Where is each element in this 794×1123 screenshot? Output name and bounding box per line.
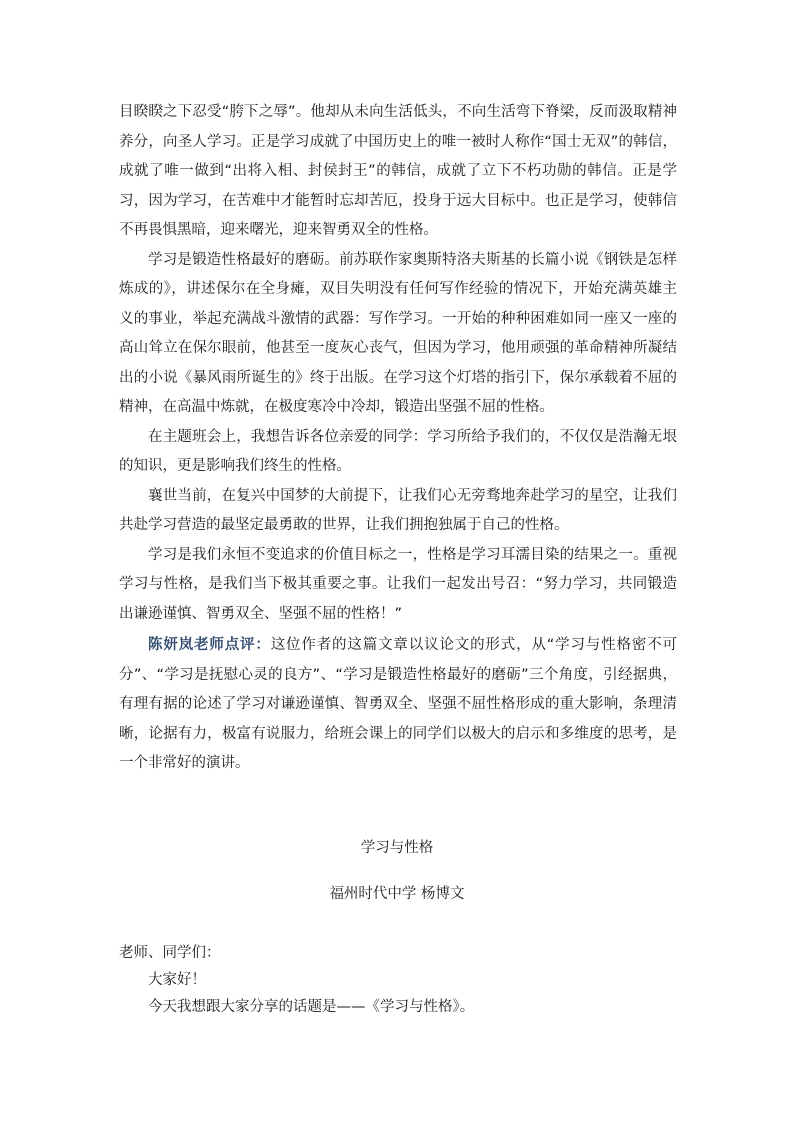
greeting: 大家好！ — [148, 972, 206, 988]
paragraph: 目睽睽之下忍受“胯下之辱”。他却从未向生活低头，不向生活弯下脊梁，反而汲取精神养分，向圣人学习。正是学习成就了中国历史上的唯一被时人称作“国士无双”的韩信，成就了唯一做到“出将入相、封侯封王”的韩信，成就了立下不朽功勋的韩信。正是学习，因为学习，在苦难中才能暂时忘却苦厄，投身于远大目标中。也正是学习，使韩信不再畏惧黑暗，迎来曙光，迎来智勇双全的性格。 — [119, 104, 677, 238]
teacher-comment — [119, 631, 677, 779]
article-title: 学习与性格 — [360, 840, 434, 856]
intro-line: 今天我想跟大家分享的话题是——《学习与性格》。 — [148, 999, 475, 1015]
essay-continuation — [119, 98, 677, 629]
comment-label: 陈妍岚老师点评： — [148, 637, 271, 653]
comment-text: 这位作者的这篇文章以议论文的形式，从“学习与性格密不可分”、“学习是抚慰心灵的良方”、“学习是锻造性格最好的磨砺”三个角度，引经据典，有理有据的论述了学习对谦逊谨慎、智勇双全、坚强不屈性格形成的重大影响，条理清晰，论据有力，极富有说服力，给班会课上的同学们以极大的启示和多维度的思考，是一个非常好的演讲。 — [119, 637, 677, 771]
paragraph: 学习是我们永恒不变追求的价值目标之一，性格是学习耳濡目染的结果之一。重视学习与性格，是我们当下极其重要之事。让我们一起发出号召：“努力学习，共同锻造出谦逊谨慎、智勇双全、坚强不屈的性格！” — [119, 546, 677, 622]
paragraph: 襄世当前，在复兴中国梦的大前提下，让我们心无旁骛地奔赴学习的星空，让我们共赴学习营造的最坚定最勇敢的世界，让我们拥抱独属于自己的性格。 — [119, 487, 677, 533]
paragraph: 学习是锻造性格最好的磨砺。前苏联作家奥斯特洛夫斯基的长篇小说《钢铁是怎样炼成的》，讲述保尔在全身瘫，双目失明没有任何写作经验的情况下，开始充满英雄主义的事业，举起充满战斗激情的武器：写作学习。一开始的种种困难如同一座又一座的高山耸立在保尔眼前，他甚至一度灰心丧气，但因为学习，他用顽强的革命精神所凝结出的小说《暴风雨所诞生的》终于出版。在学习这个灯塔的指引下，保尔承载着不屈的精神，在高温中炼就，在极度寒冷中冷却，锻造出坚强不屈的性格。 — [119, 251, 677, 415]
article-opening — [119, 940, 677, 1021]
article-byline: 福州时代中学 杨博文 — [329, 886, 465, 902]
salutation: 老师、同学们： — [119, 945, 221, 961]
paragraph: 在主题班会上，我想告诉各位亲爱的同学：学习所给予我们的，不仅仅是浩瀚无垠的知识，更是影响我们终生的性格。 — [119, 428, 677, 474]
